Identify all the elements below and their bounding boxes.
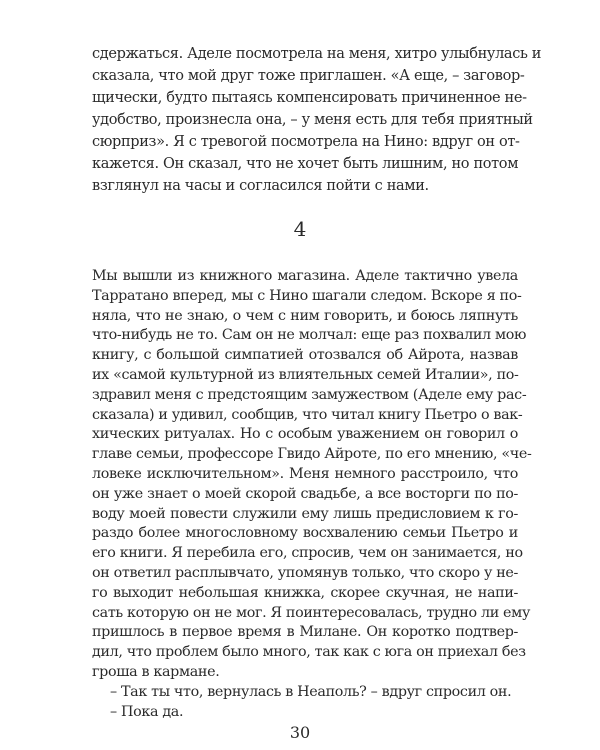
text-line: хических ритуалах. Но с особым уважением он говорил о (92, 426, 518, 443)
text-line: сать которую он не мог. Я поинтересовалась, трудно ли ему (92, 604, 531, 621)
text-line: его книги. Я перебила его, спросив, чем он занимается, но (92, 545, 523, 562)
text-line: раздо более многословному восхвалению семьи Пьетро и (92, 525, 518, 542)
text-line: что-нибудь не то. Сам он не молчал: еще раз похвалил мою (92, 327, 527, 344)
text-line: го выходит небольшая книжка, скорее скучная, не напи- (92, 584, 518, 601)
text-line: главе семьи, профессоре Гвидо Айроте, по его мнению, «че- (92, 446, 532, 463)
text-line: сдержаться. Аделе посмотрела на меня, хитро улыбнулась и (92, 46, 542, 62)
text-line: сказала, что мой друг тоже приглашен. «А еще, – заговор- (92, 68, 525, 84)
text-line: воду моей повести служили ему лишь предисловием к го- (92, 505, 518, 522)
text-line: Мы вышли из книжного магазина. Аделе тактично увела (92, 268, 518, 284)
text-line: кажется. Он сказал, что не хочет быть лишним, но потом (92, 156, 519, 172)
text-line: Тарратано вперед, мы с Нино шагали следом. Вскоре я по- (92, 287, 522, 304)
text-line: ловеке исключительном». Меня немного расстроило, что (92, 466, 518, 482)
text-line: он ответил расплывчато, упомянув только, что скоро у не- (92, 565, 518, 581)
text-line: их «самой культурной из влиятельных семей Италии», по- (92, 367, 519, 383)
text-line: дил, что проблем было много, так как с юга он приехал без (92, 644, 526, 661)
text-line: гроша в кармане. (92, 664, 220, 680)
text-line: сказала) и удивил, сообщив, что читал книгу Пьетро о вак- (92, 406, 523, 423)
dialog-line: – Пока да. (110, 703, 184, 720)
text-line: удобство, произнесла она, – у меня есть для тебя приятный (92, 112, 533, 128)
text-line: книгу, с большой симпатией отозвался об Айрота, назвав (92, 347, 518, 364)
text-line: пришлось в первое время в Милане. Он коротко подтвер- (92, 624, 518, 641)
text-line: щически, будто пытаясь компенсировать причиненное не- (92, 90, 527, 106)
text-line: няла, что не знаю, о чем с ним говорить, и боюсь ляпнуть (92, 307, 518, 324)
page-number: 30 (289, 723, 311, 743)
chapter-number: 4 (293, 217, 307, 241)
dialog-line: – Так ты что, вернулась в Неаполь? – вдруг спросил он. (110, 683, 512, 700)
text-line: сюрприз». Я с тревогой посмотрела на Нино: вдруг он от- (92, 134, 520, 150)
text-line: здравил меня с предстоящим замужеством (Аделе ему рас- (92, 386, 527, 403)
text-line: взглянул на часы и согласился пойти с нами. (92, 178, 429, 194)
text-line: он уже знает о моей скорой свадьбе, а все восторги по по- (92, 485, 518, 502)
